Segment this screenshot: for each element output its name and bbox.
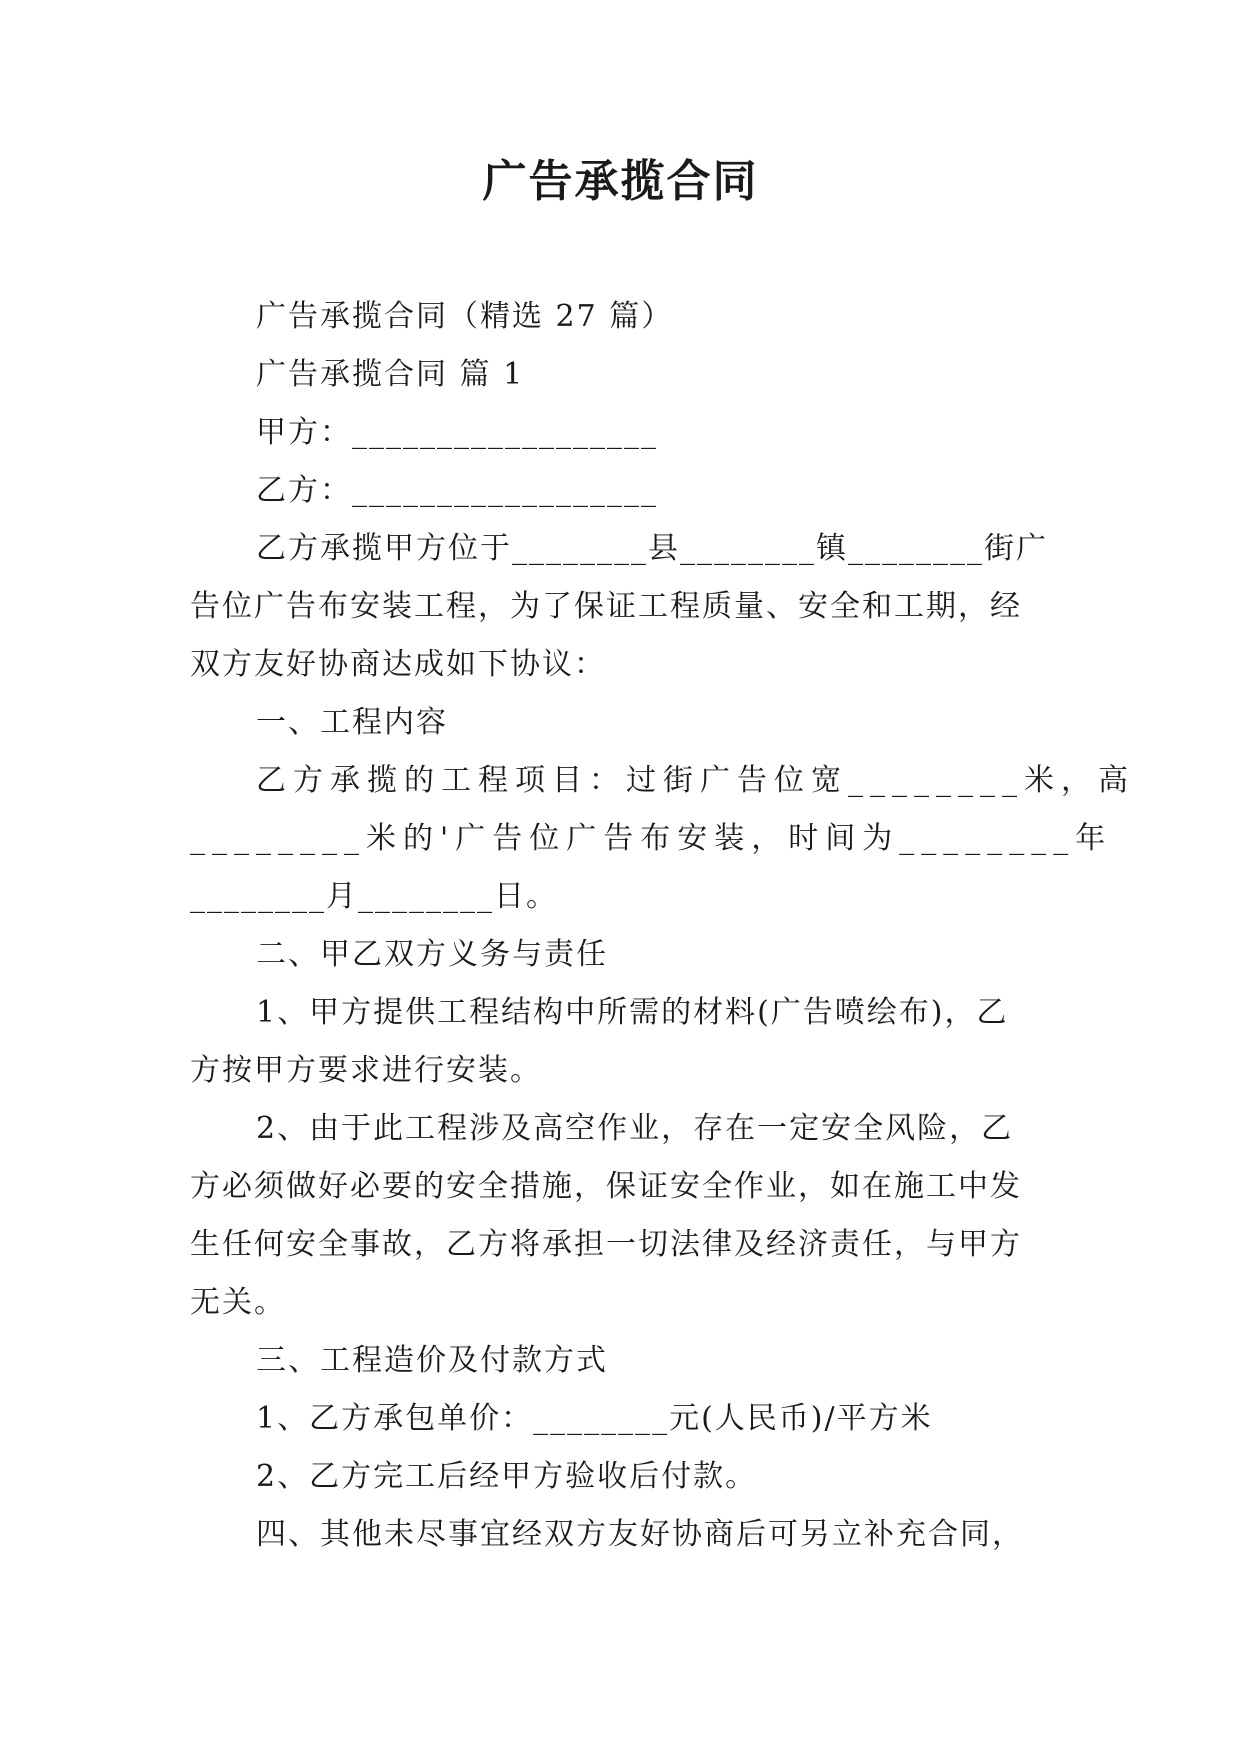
paragraph-line: ________米的'广告位广告布安装，时间为________年 — [190, 821, 1113, 856]
paragraph-line: 告位广告布安装工程，为了保证工程质量、安全和工期，经 — [190, 589, 1022, 624]
document-title: 广告承揽合同 — [482, 156, 759, 207]
paragraph-line: 方按甲方要求进行安装。 — [190, 1053, 542, 1088]
subtitle-line: 广告承揽合同（精选 27 篇） — [256, 299, 674, 334]
paragraph-line: ________月________日。 — [190, 879, 558, 914]
paragraph-line: 生任何安全事故，乙方将承担一切法律及经济责任，与甲方 — [190, 1227, 1022, 1262]
paragraph-line: 2、乙方完工后经甲方验收后付款。 — [256, 1459, 758, 1494]
paragraph-line: 乙方承揽甲方位于________县________镇________街广 — [256, 531, 1048, 566]
clause-heading: 二、甲乙双方义务与责任 — [256, 937, 608, 972]
paragraph-line: 四、其他未尽事宜经双方友好协商后可另立补充合同， — [256, 1517, 1024, 1552]
paragraph-line: 1、乙方承包单价：________元(人民币)/平方米 — [256, 1401, 933, 1436]
paragraph-line: 方必须做好必要的安全措施，保证安全作业，如在施工中发 — [190, 1169, 1022, 1204]
paragraph-line: 无关。 — [190, 1285, 286, 1320]
section-heading-line: 广告承揽合同 篇 1 — [256, 357, 525, 392]
paragraph-line: 双方友好协商达成如下协议： — [190, 647, 606, 682]
clause-heading: 一、工程内容 — [256, 705, 448, 740]
paragraph-line: 乙方承揽的工程项目：过街广告位宽________米，高 — [256, 763, 1135, 798]
paragraph-line: 2、由于此工程涉及高空作业，存在一定安全风险，乙 — [256, 1111, 1014, 1146]
party-b-line: 乙方：__________________ — [256, 473, 658, 508]
party-a-line: 甲方：__________________ — [256, 415, 658, 450]
paragraph-line: 1、甲方提供工程结构中所需的材料(广告喷绘布)，乙 — [256, 995, 1009, 1030]
clause-heading: 三、工程造价及付款方式 — [256, 1343, 608, 1378]
